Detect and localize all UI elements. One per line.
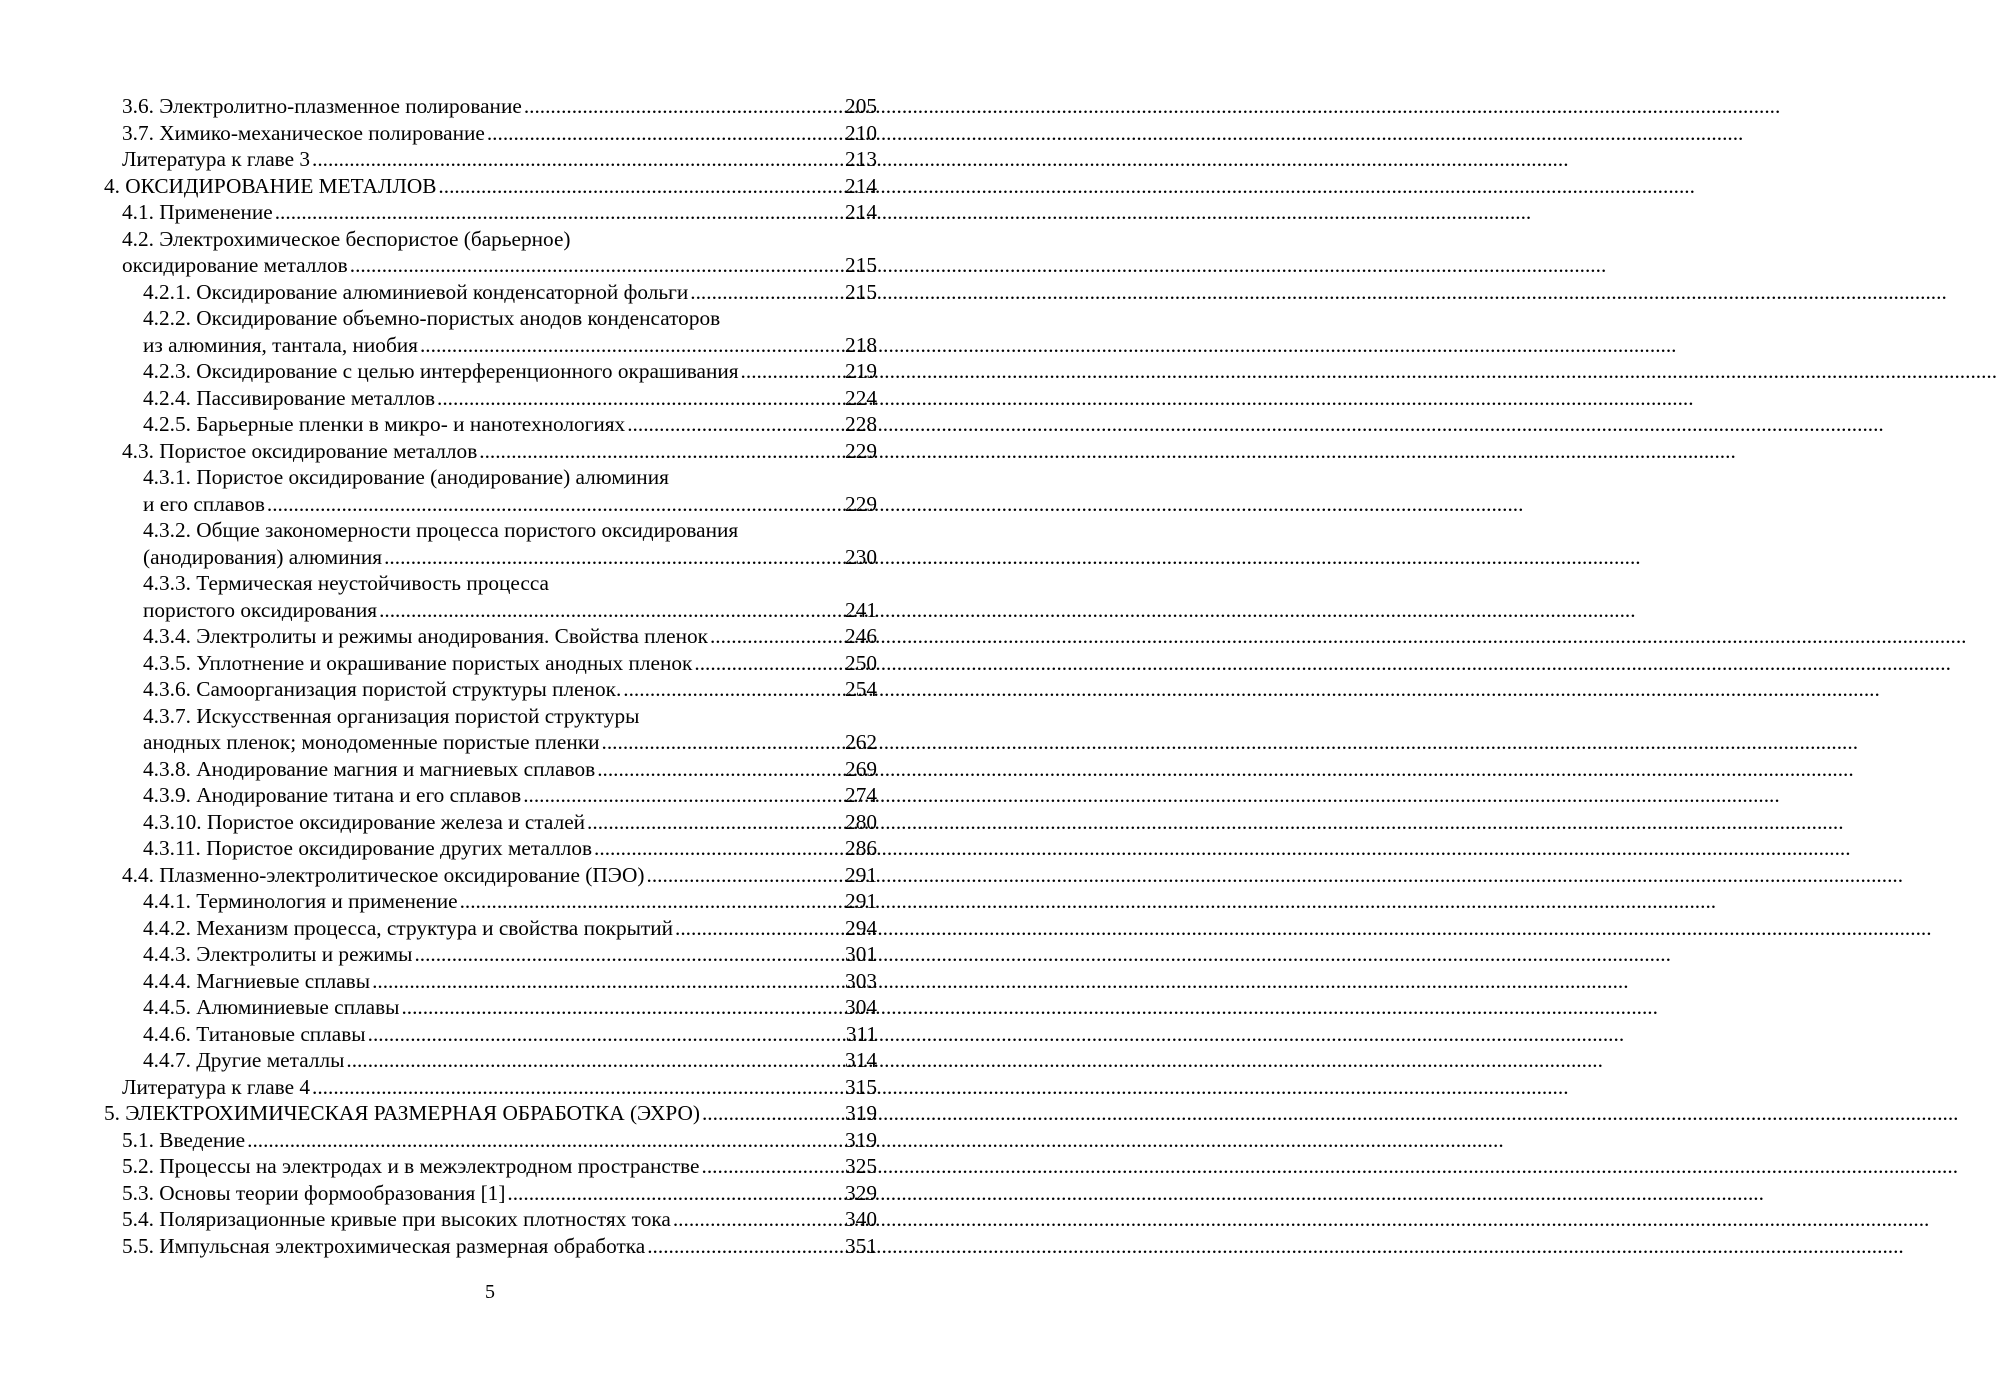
toc-entry-title: Литература к главе 3 <box>122 147 311 171</box>
toc-entry <box>104 93 877 120</box>
toc-entry-title: 4.4.5. Алюминиевые сплавы <box>143 995 400 1019</box>
dot-leader <box>368 1021 844 1048</box>
toc-entry-title-line: 4.2.2. Оксидирование объемно-пористых анодов конденсаторов <box>143 306 721 330</box>
toc-entry <box>104 650 877 677</box>
toc-entry <box>104 1021 877 1048</box>
toc-entry <box>104 1206 877 1233</box>
dot-leader <box>384 544 843 571</box>
toc-entry <box>104 1100 877 1127</box>
toc-entry-line <box>122 1233 877 1260</box>
dot-leader <box>507 1180 843 1207</box>
toc-entry <box>104 226 877 279</box>
toc-entry-line <box>122 93 877 120</box>
toc-entry <box>104 703 877 756</box>
dot-leader <box>627 411 843 438</box>
toc-entry-page: 319 <box>845 1101 877 1125</box>
toc-entry-title: 5.3. Основы теории формообразования [1] <box>122 1180 506 1205</box>
toc-entry <box>104 888 877 915</box>
toc-entry-page: 286 <box>845 836 877 860</box>
toc-entry-page: 274 <box>845 783 877 807</box>
toc-entry <box>104 994 877 1021</box>
toc-entry-line <box>122 146 877 173</box>
toc-entry-line <box>143 1021 877 1048</box>
toc-entry <box>104 411 877 438</box>
toc-entry-title: 4.4.6. Титановые сплавы <box>143 1021 366 1046</box>
toc-entry-line <box>104 1100 877 1127</box>
toc-entry-title: 4.4.7. Другие металлы <box>143 1048 345 1072</box>
toc-entry <box>104 438 877 465</box>
page-number: 5 <box>485 1281 495 1303</box>
toc-entry <box>104 1127 877 1154</box>
toc-entry <box>104 1180 877 1207</box>
toc-entry-page: 215 <box>845 253 877 277</box>
toc-entry-title: 4.2.3. Оксидирование с целью интерференционного окрашивания <box>143 359 739 383</box>
toc-entry-line <box>143 411 877 438</box>
toc-entry <box>104 915 877 942</box>
toc-entry <box>104 464 877 517</box>
toc-entry <box>104 199 877 226</box>
toc-entry-title: 4.3.8. Анодирование магния и магниевых сплавов <box>143 756 596 781</box>
dot-leader <box>673 1206 843 1233</box>
dot-leader <box>379 597 843 624</box>
toc-entry-line <box>143 332 877 359</box>
toc-entry-title: 5.2. Процессы на электродах и в межэлектродном пространстве <box>122 1154 700 1178</box>
toc-entry-line <box>143 623 877 650</box>
toc-entry-line <box>143 544 877 571</box>
toc-entry-title: 3.6. Электролитно-плазменное полирование <box>122 94 522 118</box>
toc-entry-title: 4.4.3. Электролиты и режимы <box>143 942 413 966</box>
toc-entry-line <box>122 1074 877 1101</box>
toc-entry-page: 205 <box>845 94 877 118</box>
toc-entry-line <box>143 279 877 306</box>
toc-entry <box>104 809 877 836</box>
table-of-contents <box>104 93 877 1259</box>
toc-entry-title: 5.5. Импульсная электрохимическая размерная обработка <box>122 1233 646 1258</box>
dot-leader <box>597 756 843 783</box>
toc-entry-page: 311 <box>845 1021 877 1046</box>
toc-entry-title: Литература к главе 4 <box>122 1074 311 1099</box>
dot-leader <box>524 93 843 120</box>
toc-entry-line <box>122 1206 877 1233</box>
toc-entry <box>104 385 877 412</box>
toc-entry-line <box>143 756 877 783</box>
toc-entry-page: 262 <box>845 730 877 754</box>
toc-entry-page: 325 <box>845 1154 877 1178</box>
dot-leader <box>587 809 843 836</box>
toc-entry-line <box>122 1180 877 1207</box>
toc-entry-title-line: 4.3.3. Термическая неустойчивость процесса <box>143 571 550 595</box>
toc-entry-line <box>122 120 877 147</box>
toc-entry-page: 229 <box>845 438 877 463</box>
toc-entry-title: из алюминия, тантала, ниобия <box>143 332 418 357</box>
toc-entry-title: 5. ЭЛЕКТРОХИМИЧЕСКАЯ РАЗМЕРНАЯ ОБРАБОТКА (ЭХРО) <box>104 1101 700 1125</box>
dot-leader <box>741 358 844 385</box>
toc-entry-page: 329 <box>845 1180 877 1205</box>
toc-entry-line <box>104 173 877 200</box>
dot-leader <box>312 146 843 173</box>
dot-leader <box>275 199 843 226</box>
toc-entry-title: пористого оксидирования <box>143 597 378 622</box>
toc-entry-title: 4.3.11. Пористое оксидирование других металлов <box>143 836 593 860</box>
toc-entry-line <box>143 676 877 703</box>
toc-entry-page: 254 <box>845 677 877 701</box>
toc-entry-title: 4.1. Применение <box>122 200 273 224</box>
toc-entry <box>104 517 877 570</box>
toc-entry-title: 4.4.4. Магниевые сплавы <box>143 968 371 993</box>
toc-entry <box>104 173 877 200</box>
toc-entry <box>104 570 877 623</box>
dot-leader <box>420 332 843 359</box>
toc-entry <box>104 782 877 809</box>
toc-entry-page: 215 <box>845 279 877 304</box>
toc-entry-title: 4.2.5. Барьерные пленки в микро- и нанотехнологиях <box>143 412 626 436</box>
toc-entry-line <box>122 438 877 465</box>
toc-entry-page: 319 <box>845 1127 877 1152</box>
toc-entry-title: анодных пленок; монодоменные пористые пленки <box>143 730 600 754</box>
toc-entry <box>104 279 877 306</box>
dot-leader <box>267 491 843 518</box>
toc-entry-title: 4.3.4. Электролиты и режимы анодирования. Свойства пленок <box>143 624 708 648</box>
toc-entry-page: 315 <box>845 1074 877 1099</box>
toc-entry-page: 301 <box>845 942 877 966</box>
toc-entry <box>104 1074 877 1101</box>
toc-entry-title: 4.2.1. Оксидирование алюминиевой конденсаторной фольги <box>143 279 689 304</box>
dot-leader <box>602 729 844 756</box>
toc-entry-title-line: 4.3.1. Пористое оксидирование (анодирование) алюминия <box>143 465 669 489</box>
toc-entry-page: 224 <box>845 385 877 410</box>
toc-entry <box>104 623 877 650</box>
toc-entry <box>104 862 877 889</box>
dot-leader <box>414 941 843 968</box>
dot-leader <box>438 173 843 200</box>
dot-leader <box>350 252 843 279</box>
toc-entry-line <box>122 199 877 226</box>
toc-entry-line <box>143 491 877 518</box>
toc-entry <box>104 120 877 147</box>
toc-entry <box>104 1233 877 1260</box>
toc-entry-page: 303 <box>845 968 877 993</box>
dot-leader <box>694 650 843 677</box>
dot-leader <box>346 1047 843 1074</box>
toc-entry <box>104 358 877 385</box>
toc-entry <box>104 968 877 995</box>
toc-entry-line <box>143 941 877 968</box>
dot-leader <box>312 1074 843 1101</box>
toc-entry-line <box>143 729 877 756</box>
toc-entry-page: 218 <box>845 332 877 357</box>
toc-entry-line <box>143 809 877 836</box>
toc-entry-page: 291 <box>845 862 877 887</box>
dot-leader <box>479 438 843 465</box>
toc-entry-title: 4.3.5. Уплотнение и окрашивание пористых анодных пленок <box>143 650 693 675</box>
toc-entry-title: 4.3.9. Анодирование титана и его сплавов <box>143 783 522 807</box>
dot-leader <box>702 1100 843 1127</box>
toc-entry-line <box>122 862 877 889</box>
toc-entry-title: 4.4.2. Механизм процесса, структура и свойства покрытий <box>143 915 674 940</box>
dot-leader <box>623 676 843 703</box>
toc-entry-page: 230 <box>845 544 877 569</box>
toc-entry-title: (анодирования) алюминия <box>143 544 383 569</box>
toc-entry-page: 213 <box>845 147 877 171</box>
dot-leader <box>594 835 843 862</box>
toc-entry-title: 4.3.6. Самоорганизация пористой структуры пленок. <box>143 677 622 701</box>
toc-entry-line <box>143 915 877 942</box>
toc-entry-title: и его сплавов <box>143 491 265 516</box>
toc-entry-line <box>143 358 877 385</box>
toc-entry-page: 214 <box>845 173 877 198</box>
toc-entry-title: 4. ОКСИДИРОВАНИЕ МЕТАЛЛОВ <box>104 173 437 198</box>
toc-entry-title: 5.4. Поляризационные кривые при высоких плотностях тока <box>122 1207 671 1231</box>
toc-entry-title: 4.3. Пористое оксидирование металлов <box>122 438 478 463</box>
toc-entry-page: 241 <box>845 597 877 622</box>
toc-entry-page: 304 <box>845 995 877 1019</box>
toc-entry-line <box>143 385 877 412</box>
toc-entry-line <box>122 1127 877 1154</box>
toc-entry-title: 4.4.1. Терминология и применение <box>143 889 458 913</box>
toc-entry-title-line: 4.2. Электрохимическое беспористое (барьерное) <box>122 226 571 251</box>
toc-entry-line <box>143 835 877 862</box>
toc-entry-line <box>143 888 877 915</box>
toc-entry <box>104 835 877 862</box>
toc-entry-page: 280 <box>845 809 877 834</box>
toc-entry-title: оксидирование металлов <box>122 253 348 277</box>
toc-entry-page: 351 <box>845 1233 877 1258</box>
toc-entry-page: 228 <box>845 412 877 436</box>
toc-entry <box>104 676 877 703</box>
toc-entry-page: 210 <box>845 120 877 145</box>
toc-entry-page: 340 <box>845 1207 877 1231</box>
dot-leader <box>247 1127 843 1154</box>
toc-entry-line <box>143 994 877 1021</box>
dot-leader <box>523 782 843 809</box>
toc-entry-page: 214 <box>845 200 877 224</box>
dot-leader <box>460 888 843 915</box>
toc-entry <box>104 146 877 173</box>
toc-entry-line <box>122 1153 877 1180</box>
toc-entry-page: 246 <box>845 624 877 648</box>
toc-entry-page: 229 <box>845 491 877 516</box>
toc-entry-page: 219 <box>845 359 877 383</box>
toc-entry-title-line: 4.3.7. Искусственная организация пористой структуры <box>143 703 640 728</box>
toc-entry-title: 4.3.10. Пористое оксидирование железа и сталей <box>143 809 586 834</box>
dot-leader <box>690 279 843 306</box>
toc-entry-line <box>143 968 877 995</box>
toc-entry-page: 294 <box>845 915 877 940</box>
dot-leader <box>710 623 843 650</box>
dot-leader <box>647 1233 843 1260</box>
toc-entry-page: 250 <box>845 650 877 675</box>
toc-entry-title: 3.7. Химико-механическое полирование <box>122 120 485 145</box>
toc-entry-page: 314 <box>845 1048 877 1072</box>
toc-entry-line <box>143 597 877 624</box>
toc-entry-line <box>122 252 877 279</box>
toc-entry-line <box>143 1047 877 1074</box>
toc-entry-line <box>143 650 877 677</box>
toc-entry-title: 4.2.4. Пассивирование металлов <box>143 385 436 410</box>
toc-entry-title: 5.1. Введение <box>122 1127 246 1152</box>
dot-leader <box>372 968 843 995</box>
toc-entry <box>104 305 877 358</box>
dot-leader <box>437 385 843 412</box>
dot-leader <box>401 994 843 1021</box>
toc-entry <box>104 1153 877 1180</box>
toc-entry-page: 269 <box>845 756 877 781</box>
toc-entry <box>104 756 877 783</box>
toc-entry-title: 4.4. Плазменно-электролитическое оксидирование (ПЭО) <box>122 862 645 887</box>
dot-leader <box>675 915 843 942</box>
toc-entry <box>104 941 877 968</box>
dot-leader <box>647 862 844 889</box>
dot-leader <box>487 120 843 147</box>
dot-leader <box>702 1153 844 1180</box>
toc-entry <box>104 1047 877 1074</box>
toc-entry-title-line: 4.3.2. Общие закономерности процесса пористого оксидирования <box>143 518 739 542</box>
toc-entry-page: 291 <box>845 889 877 913</box>
toc-entry-line <box>143 782 877 809</box>
